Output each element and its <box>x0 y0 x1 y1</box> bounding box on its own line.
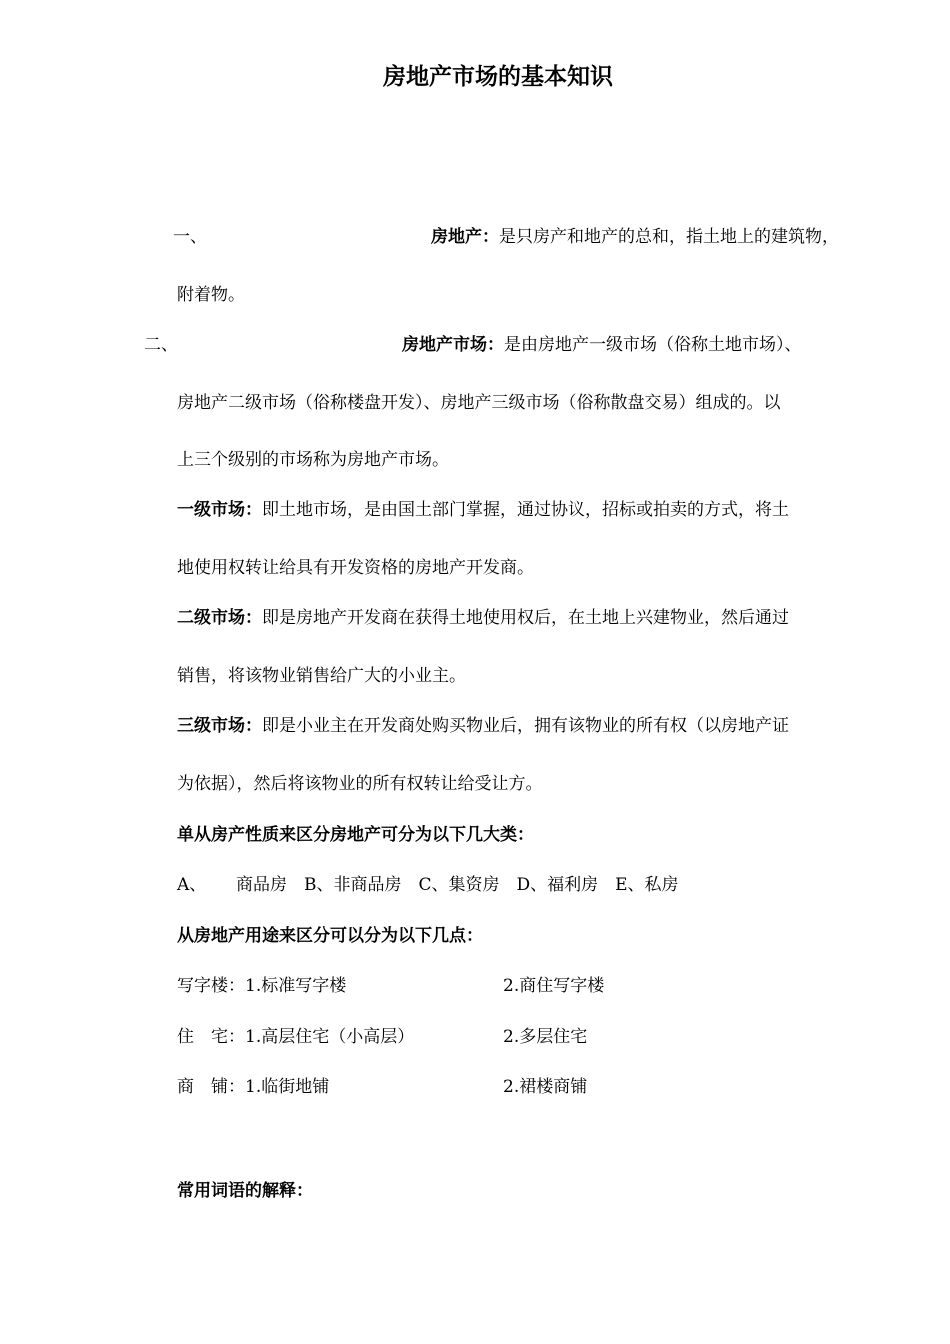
section-1-term: 房地产： <box>431 227 499 247</box>
section-2-text-1: 是由房地产一级市场（俗称土地市场）、 <box>504 335 802 355</box>
nature-heading: 单从房产性质来区分房地产可分为以下几大类： <box>177 825 534 845</box>
market-3-text-2: 为依据），然后将该物业的所有权转让给受让方。 <box>177 774 543 794</box>
terms-heading: 常用词语的解释： <box>177 1181 313 1201</box>
market-1-text-2: 地使用权转让给具有开发资格的房地产开发商。 <box>177 558 534 578</box>
market-2-line-1 <box>177 607 789 629</box>
market-2-text-2: 销售，将该物业销售给广大的小业主。 <box>177 666 466 686</box>
section-1-text-2: 附着物。 <box>177 285 245 305</box>
nature-list: 商品房 B、非商品房 C、集资房 D、福利房 E、私房 <box>236 875 679 895</box>
usage-row-shop-second: 2.裙楼商铺 <box>503 1077 588 1097</box>
market-1-line-1 <box>177 499 789 521</box>
usage-row-shop-label: 商 铺：1.临街地铺 <box>177 1077 330 1097</box>
section-1-number: 一、 <box>173 227 207 247</box>
market-3-text-1: 即是小业主在开发商处购买物业后，拥有该物业的所有权（以房地产证 <box>262 716 789 736</box>
market-2-text-1: 即是房地产开发商在获得土地使用权后，在土地上兴建物业，然后通过 <box>262 608 789 628</box>
section-2-text-3: 上三个级别的市场称为房地产市场。 <box>177 450 449 470</box>
usage-row-office-label: 写字楼：1.标准写字楼 <box>177 976 347 996</box>
market-1-text-1: 即土地市场，是由国土部门掌握，通过协议，招标或拍卖的方式，将土 <box>262 500 789 520</box>
section-2-line-1 <box>402 334 802 356</box>
market-3-line-1 <box>177 715 789 737</box>
market-2-term: 二级市场： <box>177 608 262 628</box>
usage-row-office-second: 2.商住写字楼 <box>503 976 605 996</box>
usage-row-residential-label: 住 宅：1.高层住宅（小高层） <box>177 1027 415 1047</box>
nature-item-a-prefix: A、 <box>177 875 207 895</box>
page-title: 房地产市场的基本知识 <box>383 64 613 90</box>
market-1-term: 一级市场： <box>177 500 262 520</box>
section-1-text-1: 是只房产和地产的总和，指土地上的建筑物， <box>499 227 839 247</box>
section-1-line-1 <box>431 226 839 248</box>
usage-heading: 从房地产用途来区分可以分为以下几点： <box>177 926 483 946</box>
section-2-term: 房地产市场： <box>402 335 504 355</box>
section-2-number: 二、 <box>144 335 178 355</box>
market-3-term: 三级市场： <box>177 716 262 736</box>
usage-row-residential-second: 2.多层住宅 <box>503 1027 588 1047</box>
section-2-text-2: 房地产二级市场（俗称楼盘开发）、房地产三级市场（俗称散盘交易）组成的。以 <box>177 393 781 413</box>
